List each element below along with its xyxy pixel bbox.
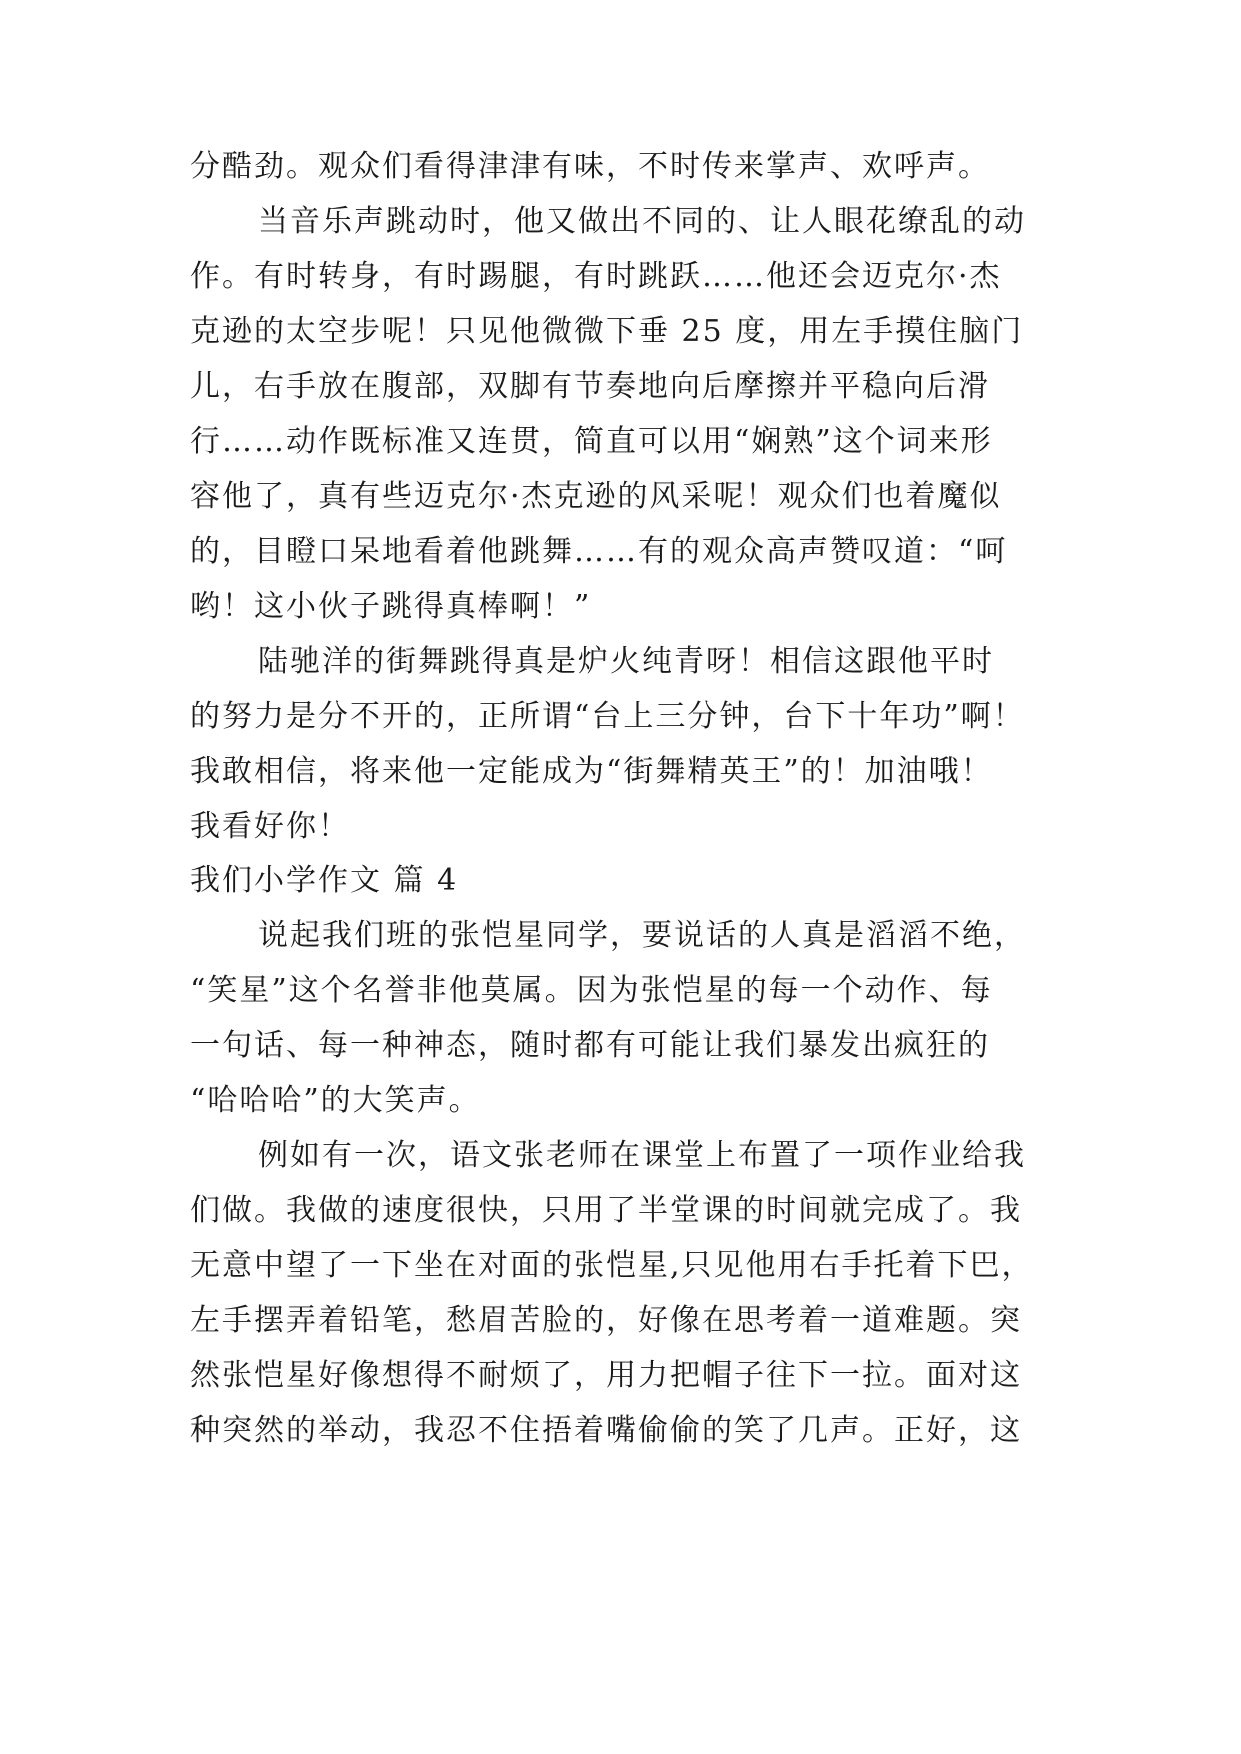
text-line: 克逊的太空步呢！只见他微微下垂 25 度，用左手摸住脑门: [190, 314, 1024, 349]
paragraph-start: 说起我们班的张恺星同学，要说话的人真是滔滔不绝，: [258, 918, 1026, 953]
paragraph-start: 陆驰洋的街舞跳得真是炉火纯青呀！相信这跟他平时: [258, 644, 994, 679]
text-line: 容他了，真有些迈克尔·杰克逊的风采呢！观众们也着魔似: [190, 479, 1002, 514]
paragraph-start: 当音乐声跳动时，他又做出不同的、让人眼花缭乱的动: [258, 204, 1026, 239]
text-line: 的，目瞪口呆地看着他跳舞……有的观众高声赞叹道：“呵: [190, 534, 1008, 569]
text-line: 种突然的举动，我忍不住捂着嘴偷偷的笑了几声。正好，这: [190, 1413, 1022, 1448]
text-line: 行……动作既标准又连贯，简直可以用“娴熟”这个词来形: [190, 424, 993, 459]
text-line: 左手摆弄着铅笔，愁眉苦脸的，好像在思考着一道难题。突: [190, 1303, 1022, 1338]
text-line: “哈哈哈”的大笑声。: [190, 1083, 481, 1118]
paragraph-start: 例如有一次，语文张老师在课堂上布置了一项作业给我: [258, 1138, 1026, 1173]
text-line: 一句话、每一种神态，随时都有可能让我们暴发出疯狂的: [190, 1028, 990, 1063]
text-line: 我敢相信，将来他一定能成为“街舞精英王”的！加油哦！: [190, 754, 993, 789]
text-line: 分酷劲。观众们看得津津有味，不时传来掌声、欢呼声。: [190, 149, 990, 184]
text-line: 儿，右手放在腹部，双脚有节奏地向后摩擦并平稳向后滑: [190, 369, 990, 404]
text-line: “笑星”这个名誉非他莫属。因为张恺星的每一个动作、每: [190, 973, 993, 1008]
text-line: 的努力是分不开的，正所谓“台上三分钟，台下十年功”啊！: [190, 699, 1025, 734]
text-line: 然张恺星好像想得不耐烦了，用力把帽子往下一拉。面对这: [190, 1358, 1022, 1393]
text-line: 作。有时转身，有时踢腿，有时跳跃……他还会迈克尔·杰: [190, 259, 1002, 294]
text-line: 们做。我做的速度很快，只用了半堂课的时间就完成了。我: [190, 1193, 1022, 1228]
section-heading: 我们小学作文 篇 4: [190, 863, 459, 898]
text-line: 无意中望了一下坐在对面的张恺星,只见他用右手托着下巴，: [190, 1248, 1034, 1283]
text-line: 我看好你！: [190, 809, 350, 844]
text-line: 哟！这小伙子跳得真棒啊！”: [190, 589, 592, 624]
